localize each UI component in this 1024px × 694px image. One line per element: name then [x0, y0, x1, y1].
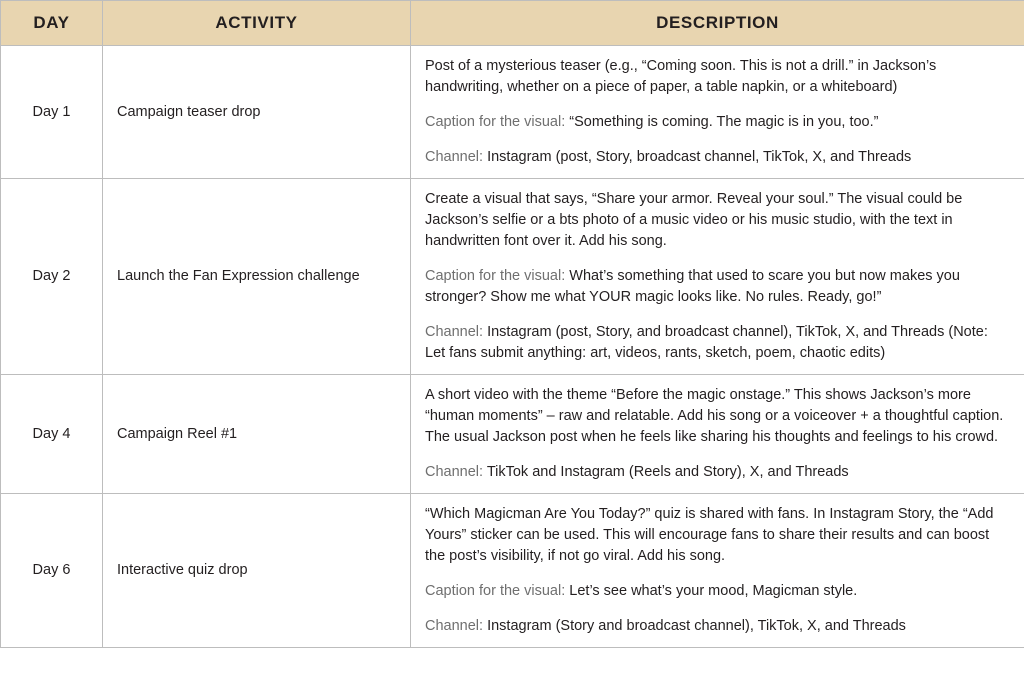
description-paragraph [425, 322, 1010, 364]
cell-description [411, 375, 1024, 494]
cell-description [411, 494, 1024, 648]
description-paragraph [425, 112, 1010, 133]
description-paragraph [425, 504, 1010, 567]
description-label: Caption for the visual: [425, 268, 570, 285]
table-header-row [1, 1, 1024, 46]
table-row [1, 375, 1024, 494]
description-text: Instagram (post, Story, and broadcast channel), TikTok, X, and Threads (Note: Let fans submit anything: art, videos, rants, sketch, poem, chaotic edits) [425, 324, 988, 362]
cell-activity: Campaign teaser drop [103, 46, 411, 179]
description-paragraph [425, 462, 1010, 483]
column-header-description: DESCRIPTION [411, 1, 1024, 46]
description-text: Instagram (post, Story, broadcast channel, TikTok, X, and Threads [487, 149, 912, 166]
cell-activity: Launch the Fan Expression challenge [103, 179, 411, 375]
description-text: What’s something that used to scare you but now makes you stronger? Show me what YOUR magic looks like. No rules. Ready, go!” [425, 268, 960, 306]
cell-description [411, 179, 1024, 375]
description-label: Channel: [425, 618, 488, 635]
description-paragraph [425, 266, 1010, 308]
description-label: Channel: [425, 464, 487, 481]
cell-day: Day 4 [1, 375, 103, 494]
cell-day: Day 6 [1, 494, 103, 648]
description-label: Caption for the visual: [425, 583, 570, 600]
description-text: “Which Magicman Are You Today?” quiz is shared with fans. In Instagram Story, the “Add Yours” sticker can be used. This will encourage fans to share their results and can boost the post’s visibility, if not go viral. Add his song. [425, 506, 994, 565]
column-header-activity: ACTIVITY [103, 1, 411, 46]
cell-description [411, 46, 1024, 179]
cell-activity: Interactive quiz drop [103, 494, 411, 648]
description-text: TikTok and Instagram (Reels and Story), X, and Threads [486, 464, 849, 481]
description-text: Let’s see what’s your mood, Magicman style. [569, 583, 858, 600]
description-paragraph [425, 189, 1010, 252]
column-header-day: DAY [1, 1, 103, 46]
description-paragraph [425, 56, 1010, 98]
description-text: A short video with the theme “Before the magic onstage.” This shows Jackson’s more “human moments” – raw and relatable. Add his song or a voiceover + a thoughtful caption. The usual Jackson post when he feels like sharing his thoughts and feelings to his crowd. [425, 387, 1004, 446]
description-paragraph [425, 147, 1010, 168]
cell-day: Day 1 [1, 46, 103, 179]
description-label: Channel: [425, 149, 488, 166]
cell-activity: Campaign Reel #1 [103, 375, 411, 494]
description-label: Caption for the visual: [425, 114, 570, 131]
cell-day: Day 2 [1, 179, 103, 375]
description-text: Post of a mysterious teaser (e.g., “Coming soon. This is not a drill.” in Jackson’s handwriting, whether on a piece of paper, a table napkin, or a whiteboard) [425, 58, 937, 96]
description-text: Instagram (Story and broadcast channel), TikTok, X, and Threads [487, 618, 906, 635]
description-label: Channel: [425, 324, 488, 341]
table-row [1, 46, 1024, 179]
description-text: Create a visual that says, “Share your armor. Reveal your soul.” The visual could be Jackson’s selfie or a bts photo of a music video or his music studio, with the text in handwritten font over it. Add his song. [425, 191, 963, 250]
description-paragraph [425, 385, 1010, 448]
table-row [1, 494, 1024, 648]
description-paragraph [425, 616, 1010, 637]
description-text: “Something is coming. The magic is in you, too.” [569, 114, 879, 131]
table-row [1, 179, 1024, 375]
description-paragraph [425, 581, 1010, 602]
